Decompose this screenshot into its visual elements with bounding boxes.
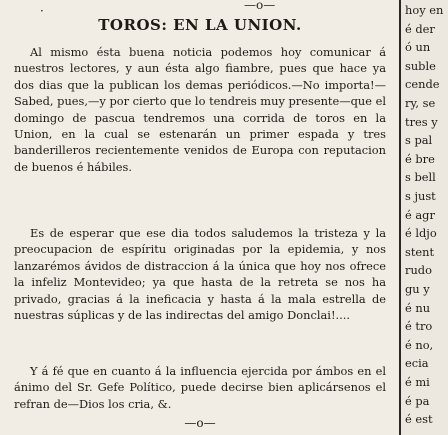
next-column-fragment: suble <box>405 58 436 73</box>
next-column-fragment: ry, se <box>405 96 436 110</box>
next-column-fragment: é est <box>405 412 433 427</box>
next-column <box>401 0 448 435</box>
article-title: TOROS: EN LA UNION. <box>98 16 302 34</box>
next-column-fragment: ecia <box>405 356 429 371</box>
paragraph-1: Al mismo ésta buena noticia podemos hoy comunicar á nuestros lectores, y aun ésta algo fiambre, pues que hace ya dos dias que la publican los demas periódicos.—No importa!—Sabed, pues,—y por cierto que lo tendreis muy presente—que el domingo de pascua tendremos una corrida de toros en la Union, en la cual se estenarán un primer espada y tres banderilleros recientemente venidos de Europa con reputacion de buenos é hábiles. <box>14 45 386 174</box>
next-column-fragment: s pal <box>405 133 433 148</box>
next-column-fragment: é ldjo <box>405 226 437 241</box>
next-column-fragment: s bell <box>405 170 436 185</box>
next-column-fragment: é pa <box>405 393 430 408</box>
next-column-fragment: stent <box>405 244 435 259</box>
next-column-fragment: s just <box>405 189 436 203</box>
next-column-fragment: é der <box>405 21 435 36</box>
next-column-fragment: hoy en <box>405 3 444 17</box>
next-column-fragment: é nu <box>405 300 431 315</box>
next-column-fragment: é no, <box>405 337 434 352</box>
footer-rule: —o— <box>184 416 216 430</box>
next-column-fragment: gu y <box>405 282 430 296</box>
paragraph-2: Es de esperar que ese dia todos saludemos la tristeza y la preocupacion de espíritu originadas por la epidemia, y nos lanzarémos ávidos de distraccion á la única que hoy nos ofrece la infeliz Montevideo; ya que hasta de la retreta se nos ha privado, gracias á la ineficacia y hasta á la mala estrella de nuestras súplicas y de las indirectas del amigo Donclai!.... <box>14 226 386 323</box>
next-column-fragment: é tro <box>405 319 433 334</box>
next-column-fragment: rudo <box>405 263 432 278</box>
next-column-fragment: tres y <box>405 114 438 129</box>
top-ornament: —o— <box>244 0 276 12</box>
left-ornament: · <box>40 4 44 18</box>
next-column-fragment: é mi <box>405 375 430 389</box>
next-column-fragment: cende <box>405 77 440 92</box>
article-column <box>4 0 396 435</box>
next-column-fragment: ó un <box>405 40 431 55</box>
paragraph-3: Y á fé que en cuanto á la influencia ejercida por ámbos en el ánimo del Sr. Gefe Político, puede decirse bien aplicársenos el refran de—Dios los cria, &. <box>14 364 386 411</box>
next-column-fragment: é agr <box>405 207 435 222</box>
next-column-fragment: é bre <box>405 151 435 166</box>
